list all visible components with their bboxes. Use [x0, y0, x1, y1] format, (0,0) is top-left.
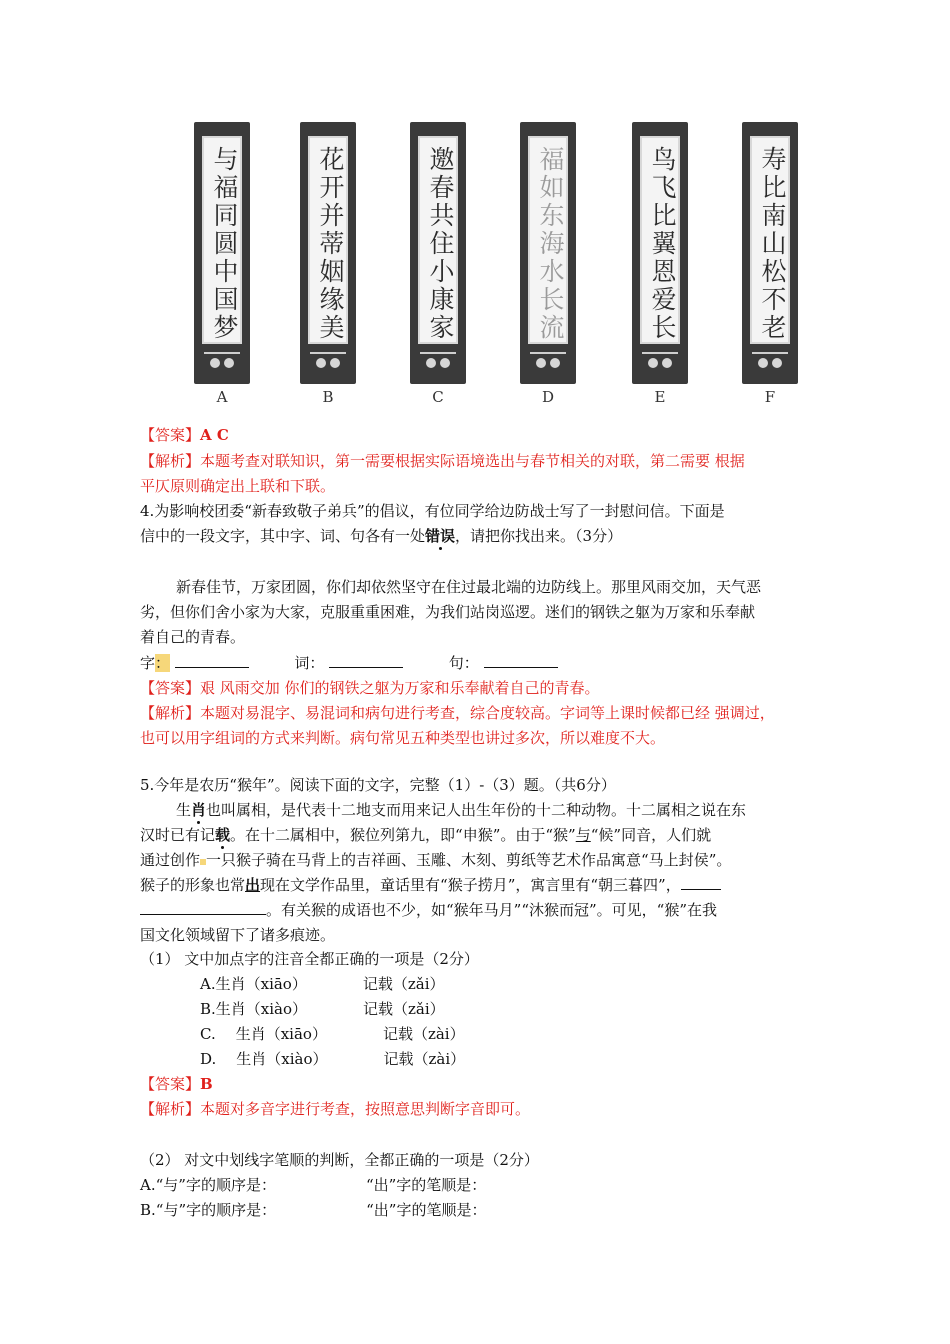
couplet-a: [194, 122, 250, 384]
couplet-e: [632, 122, 688, 384]
blank-ju[interactable]: [484, 652, 558, 668]
q5-passage-line-1: 生肖也叫属相，是代表十二地支而用来记人出生年份的十二种动物。十二属相之说在东: [176, 801, 747, 819]
q5-passage-line-3: 通过创作 一只猴子骑在马背上的吉祥画、玉雕、木刻、剪纸等艺术作品寓意“马上封侯”。: [140, 851, 732, 869]
couplet-b: [300, 122, 356, 384]
q5-sub2-option-b[interactable]: B.“与”字的顺序是： “出”字的笔顺是：: [140, 1201, 487, 1219]
q5-passage-line-2: 汉时已有记载。在十二属相中，猴位列第九，即“申猴”。由于“猴”与“候”同音，人们就: [140, 826, 712, 844]
q5-sub2-option-a[interactable]: A.“与”字的顺序是： “出”字的笔顺是：: [140, 1176, 487, 1194]
option-d[interactable]: D. 生肖（xiào） 记载（zài）: [200, 1050, 466, 1068]
dotted-emphasis: 错误: [425, 527, 456, 545]
dotted-char: 载: [215, 826, 231, 844]
q4-analysis-line-2: 也可以用字组词的方式来判断。病句常见五种类型也讲过多次，所以难度不大。: [140, 729, 666, 747]
couplet-d: [520, 122, 576, 384]
blank-fill-2[interactable]: [140, 899, 266, 915]
couplet-f: [742, 122, 798, 384]
couplet-d-label: D: [541, 388, 555, 406]
q5-answer: 【答案】B: [140, 1075, 213, 1093]
q5-passage-line-6: 国文化领域留下了诸多痕迹。: [140, 926, 336, 944]
q4-answer: 【答案】艰 风雨交加 你们的钢铁之躯为万家和乐奉献着自己的青春。: [140, 679, 600, 697]
couplet-a-label: A: [216, 388, 228, 406]
couplet-e-label: E: [654, 388, 666, 406]
option-c[interactable]: C. 生肖（xiāo） 记载（zài）: [200, 1025, 465, 1043]
q4-passage-line-3: 着自己的青春。: [140, 628, 246, 646]
couplet-figure: [186, 122, 806, 412]
blank-ci[interactable]: [329, 652, 403, 668]
q5-analysis: 【解析】本题对多音字进行考查，按照意思判断字音即可。: [140, 1100, 531, 1118]
couplet-c: [410, 122, 466, 384]
underlined-char: 出: [245, 876, 261, 894]
dotted-char: 肖: [191, 801, 207, 819]
q3-analysis-line-1: 【解析】本题考查对联知识，第一需要根据实际语境选出与春节相关的对联，第二需要 根据: [140, 452, 745, 470]
q5-passage-line-4: 猴子的形象也常出现在文学作品里，童话里有“猴子捞月”，寓言里有“朝三暮四”，: [140, 873, 721, 897]
couplet-ornament: [642, 352, 678, 374]
blank-zi[interactable]: [175, 652, 249, 668]
option-b[interactable]: B.生肖（xiào） 记载（zǎi）: [200, 1000, 445, 1018]
q4-passage-line-2: 劣，但你们舍小家为大家，克服重重困难，为我们站岗巡逻。迷们的钢铁之躯为万家和乐奉献: [140, 603, 756, 621]
q4-stem-line-1: 4.为影响校团委“新春致敬子弟兵”的倡议，有位同学给边防战士写了一封慰问信。下面是: [140, 502, 725, 520]
couplet-e-text: 鸟飞比翼恩爱长: [648, 146, 677, 342]
q4-analysis-line-1: 【解析】本题对易混字、易混词和病句进行考查，综合度较高。字词等上课时候都已经 强调过，: [140, 704, 775, 722]
couplet-a-text: 与福同圆中国梦: [210, 146, 239, 342]
couplet-ornament: [420, 352, 456, 374]
couplet-f-label: F: [764, 388, 776, 406]
q5-passage-line-5: 。有关猴的成语也不少，如“猴年马月”“沐猴而冠”。可见，“猴”在我: [140, 898, 717, 922]
couplet-ornament: [204, 352, 240, 374]
underlined-char: 与: [575, 826, 591, 844]
couplet-ornament: [752, 352, 788, 374]
option-a[interactable]: A.生肖（xiāo） 记载（zǎi）: [200, 975, 445, 993]
couplet-ornament: [530, 352, 566, 374]
couplet-ornament: [310, 352, 346, 374]
q4-stem-line-2: 信中的一段文字，其中字、词、句各有一处错误，请把你找出来。（3分）: [140, 527, 623, 545]
couplet-b-label: B: [322, 388, 334, 406]
q5-sub1: （1） 文中加点字的注音全都正确的一项是（2分）: [140, 950, 479, 968]
q4-passage-line-1: 新春佳节，万家团圆，你们却依然坚守在住过最北端的边防线上。那里风雨交加，天气恶: [176, 578, 762, 596]
q5-stem: 5.今年是农历“猴年”。阅读下面的文字，完整（1）-（3）题。（共6分）: [140, 776, 616, 794]
couplet-c-text: 邀春共住小康家: [426, 146, 455, 342]
q3-answer: 【答案】A C: [140, 426, 229, 444]
blank-fill-1[interactable]: [681, 874, 721, 890]
q3-analysis-line-2: 平仄原则确定出上联和下联。: [140, 477, 336, 495]
q4-blanks: 字： 词： 句：: [140, 651, 558, 675]
q5-sub2: （2） 对文中划线字笔顺的判断，全都正确的一项是（2分）: [140, 1151, 539, 1169]
couplet-f-text: 寿比南山松不老: [758, 146, 787, 342]
couplet-b-text: 花开并蒂姻缘美: [316, 146, 345, 342]
couplet-c-label: C: [432, 388, 444, 406]
couplet-d-text: 福如东海水长流: [536, 146, 565, 342]
